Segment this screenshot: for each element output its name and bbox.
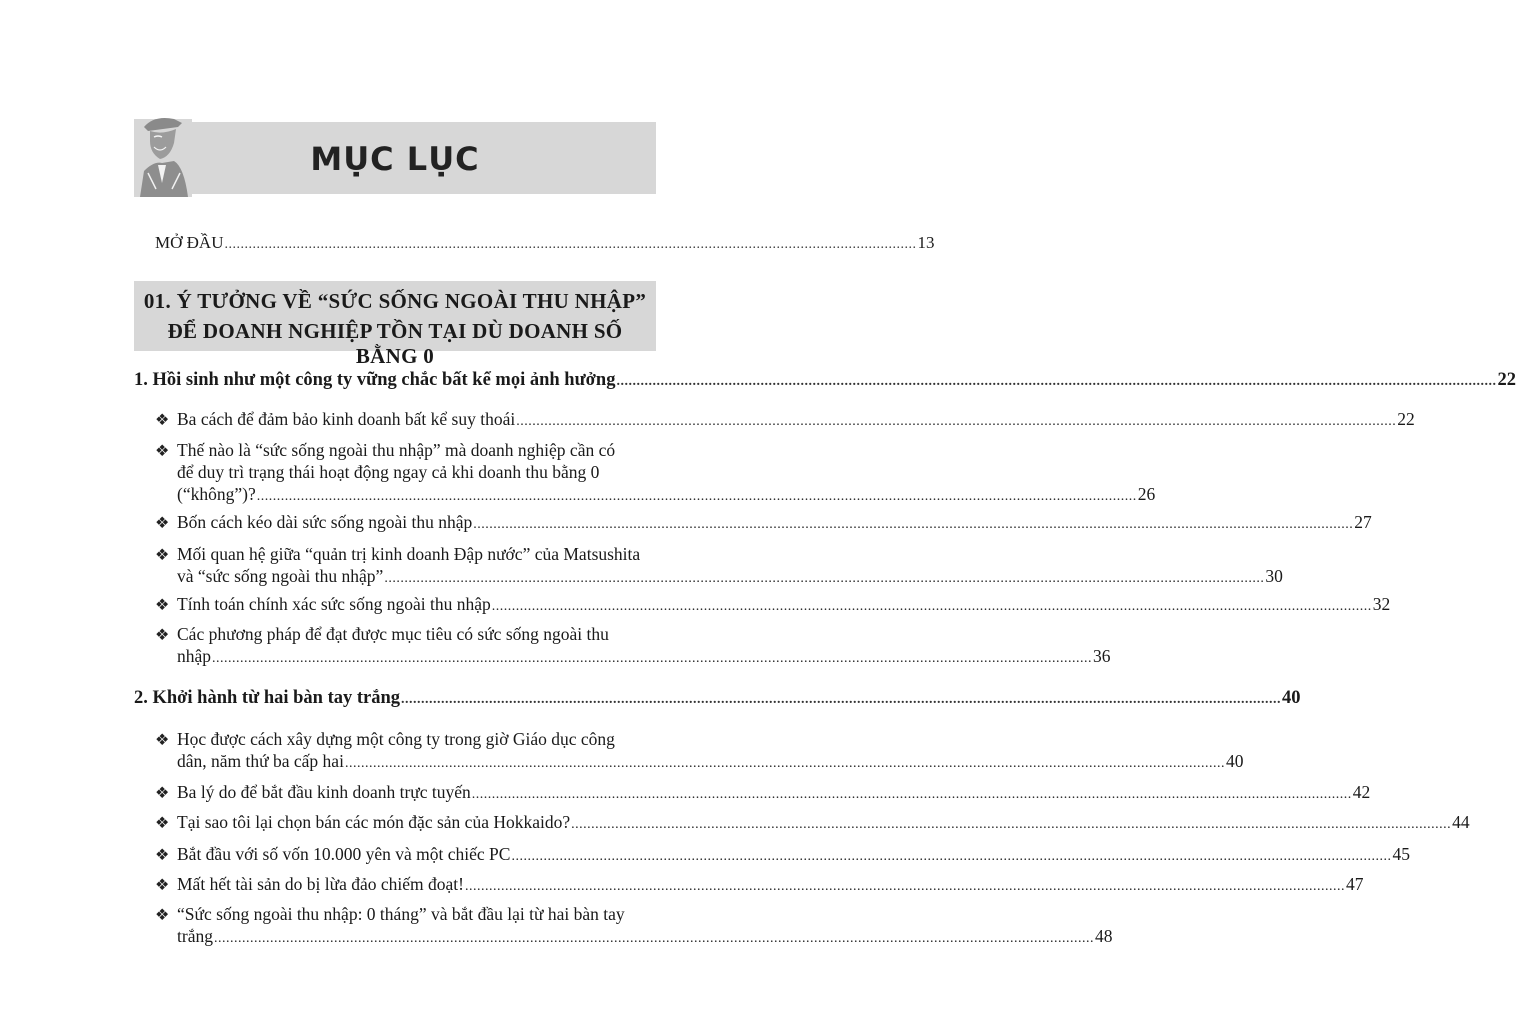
toc-item-text: (“không”)? — [177, 484, 256, 504]
toc-item-text: Tính toán chính xác sức sống ngoài thu nhập — [177, 594, 491, 614]
leader-dots: ............................................................................................................................................................................................................................ — [511, 849, 1392, 864]
page-title: MỤC LỤC — [310, 140, 480, 178]
toc-item[interactable] — [177, 593, 1391, 618]
toc-item-page: 36 — [1093, 646, 1111, 666]
toc-item-last-line — [177, 408, 1415, 433]
leader-dots: ............................................................................................................................................................................. — [224, 237, 917, 252]
bullet-icon: ❖ — [155, 732, 170, 749]
toc-item[interactable] — [177, 811, 1470, 836]
toc-item-last-line — [177, 645, 1111, 670]
toc-item-page: 27 — [1354, 512, 1372, 532]
toc-item-page: 26 — [1137, 484, 1156, 504]
toc-item-text: để duy trì trạng thái hoạt động ngay cả khi doanh thu bằng 0 — [177, 462, 600, 482]
toc-item-last-line — [177, 565, 1283, 590]
leader-dots: ............................................................................................................................................................................................................................ — [384, 571, 1265, 586]
leader-dots: ............................................................................................................................................................................................................................ — [491, 599, 1372, 614]
toc-item-text: Ba lý do để bắt đầu kinh doanh trực tuyến — [177, 782, 471, 802]
bullet-icon: ❖ — [155, 815, 170, 832]
leader-dots: ............................................................................................................................................................................................................................ — [212, 651, 1093, 666]
toc-item-page: 32 — [1372, 594, 1391, 614]
leader-dots: ............................................................................................................................................................................................................................ — [516, 414, 1397, 429]
bullet-icon: ❖ — [155, 547, 170, 564]
leader-dots: ............................................................................................................................................................................................................................ — [213, 931, 1094, 946]
section-title-line2: ĐỂ DOANH NGHIỆP TỒN TẠI DÙ DOANH SỐ BẰNG 0 — [167, 319, 623, 368]
toc-item[interactable] — [177, 408, 1415, 433]
toc-item-text: Học được cách xây dựng một công ty trong giờ Giáo dục công — [177, 729, 615, 749]
toc-item[interactable] — [177, 623, 1111, 670]
leader-dots: ............................................................................................................................................................................................................................ — [473, 517, 1354, 532]
toc-item-page: 40 — [1225, 751, 1244, 771]
toc-item-last-line — [177, 925, 1113, 950]
leader-dots: ............................................................................................................................................................................................................................ — [256, 489, 1137, 504]
toc-item-text: Thế nào là “sức sống ngoài thu nhập” mà doanh nghiệp cần có — [177, 440, 616, 460]
toc-item[interactable] — [177, 903, 1113, 950]
toc-item-last-line — [177, 593, 1391, 618]
toc-item-text: trắng — [177, 926, 213, 946]
toc-item-page: 22 — [1397, 409, 1415, 429]
toc-chapter-label: 2. Khởi hành từ hai bàn tay trắng — [134, 688, 401, 708]
toc-chapter[interactable] — [134, 688, 1301, 709]
toc-item-last-line — [177, 781, 1371, 806]
toc-item-last-line — [177, 873, 1364, 898]
toc-item-page: 44 — [1452, 812, 1470, 832]
toc-intro[interactable] — [155, 233, 935, 253]
leader-dots: ............................................................................................................................................................................................................................ — [616, 374, 1497, 389]
toc-item-text: Mối quan hệ giữa “quản trị kinh doanh Đập nước” của Matsushita — [177, 544, 641, 564]
toc-item-text: Ba cách để đảm bảo kinh doanh bất kể suy thoái — [177, 409, 516, 429]
bullet-icon: ❖ — [155, 907, 170, 924]
toc-item-text: Mất hết tài sản do bị lừa đảo chiếm đoạt! — [177, 874, 464, 894]
bullet-icon: ❖ — [155, 785, 170, 802]
toc-item-text: nhập — [177, 646, 212, 666]
toc-item-page: 45 — [1392, 844, 1410, 864]
bullet-icon: ❖ — [155, 412, 170, 429]
toc-item-last-line — [177, 843, 1410, 868]
toc-item[interactable] — [177, 511, 1372, 536]
toc-item-page: 48 — [1094, 926, 1113, 946]
toc-item-text: và “sức sống ngoài thu nhập” — [177, 566, 384, 586]
toc-item-last-line — [177, 750, 1244, 775]
toc-item[interactable] — [177, 781, 1371, 806]
toc-chapter[interactable] — [134, 370, 1516, 391]
toc-item-text: Bắt đầu với số vốn 10.000 yên và một chiếc PC — [177, 844, 511, 864]
toc-chapter-label: 1. Hồi sinh như một công ty vững chắc bất kể mọi ảnh hưởng — [134, 370, 616, 390]
toc-item-last-line — [177, 811, 1470, 836]
toc-chapter-page: 22 — [1497, 370, 1516, 390]
toc-item-page: 47 — [1345, 874, 1364, 894]
toc-intro-page: 13 — [917, 233, 935, 252]
bullet-icon: ❖ — [155, 847, 170, 864]
toc-item-last-line — [177, 511, 1372, 536]
leader-dots: ............................................................................................................................................................................................................................ — [401, 692, 1282, 707]
leader-dots: ............................................................................................................................................................................................................................ — [471, 787, 1352, 802]
leader-dots: ............................................................................................................................................................................................................................ — [344, 756, 1225, 771]
bullet-icon: ❖ — [155, 597, 170, 614]
toc-item[interactable] — [177, 728, 1244, 775]
toc-item-text: Bốn cách kéo dài sức sống ngoài thu nhập — [177, 512, 473, 532]
bullet-icon: ❖ — [155, 877, 170, 894]
bullet-icon: ❖ — [155, 443, 170, 460]
leader-dots: ............................................................................................................................................................................................................................ — [571, 817, 1452, 832]
toc-chapter-page: 40 — [1282, 688, 1301, 708]
toc-item-text: dân, năm thứ ba cấp hai — [177, 751, 344, 771]
toc-intro-label: MỞ ĐẦU — [155, 233, 224, 252]
toc-item[interactable] — [177, 843, 1410, 868]
leader-dots: ............................................................................................................................................................................................................................ — [464, 879, 1345, 894]
toc-item-text: Các phương pháp để đạt được mục tiêu có sức sống ngoài thu — [177, 624, 609, 644]
toc-item-text: “Sức sống ngoài thu nhập: 0 tháng” và bắt đầu lại từ hai bàn tay — [177, 904, 625, 924]
toc-item[interactable] — [177, 439, 1156, 508]
toc-item-text: Tại sao tôi lại chọn bán các món đặc sản của Hokkaido? — [177, 812, 571, 832]
toc-item[interactable] — [177, 543, 1283, 590]
toc-item-page: 30 — [1265, 566, 1283, 586]
section-title-line1: 01. Ý TƯỞNG VỀ “SỨC SỐNG NGOÀI THU NHẬP” — [143, 289, 647, 313]
toc-item-page: 42 — [1352, 782, 1371, 802]
toc-item-last-line — [177, 483, 1156, 508]
bullet-icon: ❖ — [155, 515, 170, 532]
bullet-icon: ❖ — [155, 627, 170, 644]
toc-item[interactable] — [177, 873, 1364, 898]
